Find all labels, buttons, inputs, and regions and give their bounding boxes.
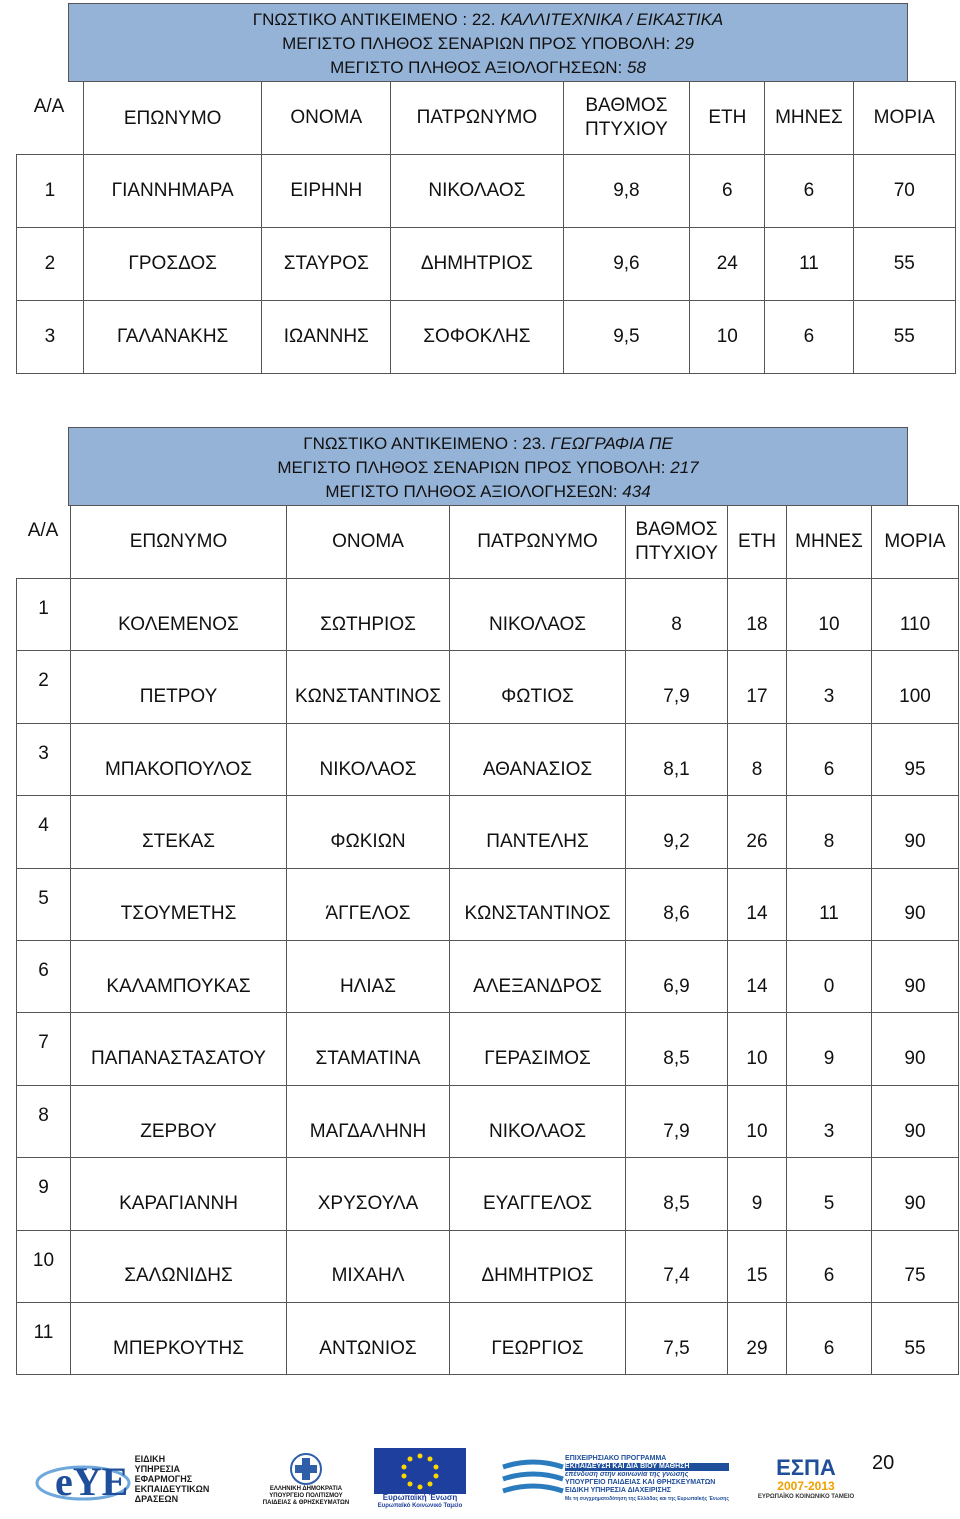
row-number: 9	[17, 1158, 71, 1230]
name-cell: ΣΩΤΗΡΙΟΣ	[287, 579, 450, 651]
column-header-degree-grade: ΒΑΘΜΟΣ ΠΤΥΧΙΟΥ	[626, 506, 728, 579]
column-header-years: ΕΤΗ	[728, 506, 787, 579]
section1-header	[68, 3, 908, 82]
name-cell: ΆΓΓΕΛΟΣ	[287, 868, 450, 940]
points-cell: 90	[872, 796, 959, 868]
months-cell: 8	[787, 796, 872, 868]
table-row	[17, 228, 956, 301]
row-number: 11	[17, 1302, 71, 1374]
table-row	[17, 868, 959, 940]
years-cell: 17	[728, 651, 787, 723]
points-cell: 90	[872, 940, 959, 1012]
months-cell: 0	[787, 940, 872, 1012]
section2-subject-prefix: ΓΝΩΣΤΙΚΟ ΑΝΤΙΚΕΙΜΕΝΟ : 23.	[303, 434, 551, 453]
column-header-points: ΜΟΡΙΑ	[872, 506, 959, 579]
eye-text-line: ΥΠΗΡΕΣΙΑ	[134, 1464, 181, 1474]
programme-logo	[486, 1446, 744, 1512]
section1-subject-prefix: ΓΝΩΣΤΙΚΟ ΑΝΤΙΚΕΙΜΕΝΟ : 22.	[252, 10, 501, 29]
eu-text-line: Ευρωπαϊκό Κοινωνικό Ταμείο	[377, 1503, 463, 1509]
name-cell: ΣΤΑΥΡΟΣ	[262, 228, 391, 301]
name-cell: ΙΩΑΝΝΗΣ	[262, 301, 391, 374]
grade-cell: 7,9	[626, 651, 728, 723]
fathername-cell: ΣΟΦΟΚΛΗΣ	[391, 301, 563, 374]
fathername-cell: ΑΛΕΞΑΝΔΡΟΣ	[450, 940, 626, 1012]
points-cell: 90	[872, 868, 959, 940]
section1-subject-name: ΚΑΛΛΙΤΕΧΝΙΚΑ / ΕΙΚΑΣΤΙΚΑ	[500, 10, 724, 29]
table-row	[17, 579, 959, 651]
section1-table	[16, 81, 956, 374]
row-number: 4	[17, 796, 71, 868]
section1-max-scenarios-value: 29	[674, 34, 694, 53]
years-cell: 10	[690, 301, 765, 374]
fathername-cell: ΔΗΜΗΤΡΙΟΣ	[391, 228, 563, 301]
programme-wave-icon	[501, 1455, 565, 1503]
programme-text-line: ΥΠΟΥΡΓΕΙΟ ΠΑΙΔΕΙΑΣ ΚΑΙ ΘΡΗΣΚΕΥΜΑΤΩΝ	[565, 1479, 716, 1486]
row-number: 6	[17, 940, 71, 1012]
grade-cell: 8,5	[626, 1013, 728, 1085]
programme-text-line: επένδυση στην κοινωνία της γνώσης	[565, 1471, 689, 1478]
espa-title: ΕΣΠΑ	[776, 1455, 836, 1480]
ministry-text-line: ΠΑΙΔΕΙΑΣ & ΘΡΗΣΚΕΥΜΑΤΩΝ	[262, 1499, 350, 1506]
surname-cell: ΚΑΡΑΓΙΑΝΝΗ	[71, 1158, 287, 1230]
ministry-text-line: ΥΠΟΥΡΓΕΙΟ ΠΟΛΙΤΙΣΜΟΥ	[269, 1492, 343, 1499]
section2-subject-name: ΓΕΩΓΡΑΦΙΑ ΠΕ	[550, 434, 673, 453]
years-cell: 9	[728, 1158, 787, 1230]
section2-header-aa-cell	[17, 506, 71, 579]
months-cell: 6	[787, 1230, 872, 1302]
table-row	[17, 1085, 959, 1157]
column-header-fathername: ΠΑΤΡΩΝΥΜΟ	[391, 82, 563, 155]
years-cell: 10	[728, 1013, 787, 1085]
table-row	[17, 1302, 959, 1374]
points-cell: 90	[872, 1085, 959, 1157]
years-cell: 18	[728, 579, 787, 651]
fathername-cell: ΝΙΚΟΛΑΟΣ	[450, 1085, 626, 1157]
grade-cell: 9,5	[563, 301, 690, 374]
table-row	[17, 155, 956, 228]
name-cell: ΧΡΥΣΟΥΛΑ	[287, 1158, 450, 1230]
section2-max-evaluations-label: ΜΕΓΙΣΤΟ ΠΛΗΘΟΣ ΑΞΙΟΛΟΓΗΣΕΩΝ:	[325, 482, 623, 501]
section2-table	[16, 505, 959, 1375]
fathername-cell: ΓΕΡΑΣΙΜΟΣ	[450, 1013, 626, 1085]
fathername-cell: ΕΥΑΓΓΕΛΟΣ	[450, 1158, 626, 1230]
points-cell: 95	[872, 723, 959, 795]
eye-text-line: ΕΚΠΑΙΔΕΥΤΙΚΩΝ	[134, 1484, 210, 1494]
surname-cell: ΣΤΕΚΑΣ	[71, 796, 287, 868]
points-cell: 55	[872, 1302, 959, 1374]
column-header-name: ΟΝΟΜΑ	[287, 506, 450, 579]
surname-cell: ΓΡΟΣΔΟΣ	[83, 228, 261, 301]
section1-header-aa-cell	[17, 82, 84, 155]
fathername-cell: ΔΗΜΗΤΡΙΟΣ	[450, 1230, 626, 1302]
programme-text-line: ΕΙΔΙΚΗ ΥΠΗΡΕΣΙΑ ΔΙΑΧΕΙΡΙΣΗΣ	[565, 1487, 671, 1494]
row-number: 5	[17, 868, 71, 940]
points-cell: 75	[872, 1230, 959, 1302]
section1-aa-header: Α/Α	[33, 96, 65, 117]
surname-cell: ΖΕΡΒΟΥ	[71, 1085, 287, 1157]
surname-cell: ΜΠΕΡΚΟΥΤΗΣ	[71, 1302, 287, 1374]
fathername-cell: ΚΩΝΣΤΑΝΤΙΝΟΣ	[450, 868, 626, 940]
name-cell: ΦΩΚΙΩΝ	[287, 796, 450, 868]
months-cell: 9	[787, 1013, 872, 1085]
grade-cell: 7,4	[626, 1230, 728, 1302]
page-number: 20	[872, 1452, 895, 1474]
months-cell: 6	[765, 155, 853, 228]
months-cell: 6	[765, 301, 853, 374]
row-number: 1	[17, 579, 71, 651]
name-cell: ΜΑΓΔΑΛΗΝΗ	[287, 1085, 450, 1157]
points-cell: 110	[872, 579, 959, 651]
fathername-cell: ΑΘΑΝΑΣΙΟΣ	[450, 723, 626, 795]
column-header-surname: ΕΠΩΝΥΜΟ	[83, 82, 261, 155]
grade-cell: 9,2	[626, 796, 728, 868]
eye-logo-icon	[35, 1449, 135, 1509]
table-row	[17, 1013, 959, 1085]
table-row	[17, 723, 959, 795]
eye-logo	[4, 1446, 240, 1512]
months-cell: 10	[787, 579, 872, 651]
fathername-cell: ΠΑΝΤΕΛΗΣ	[450, 796, 626, 868]
eye-logo-text	[135, 1454, 210, 1504]
months-cell: 3	[787, 1085, 872, 1157]
programme-text-line: ΕΠΙΧΕΙΡΗΣΙΑΚΟ ΠΡΟΓΡΑΜΜΑ	[565, 1455, 667, 1462]
years-cell: 14	[728, 940, 787, 1012]
points-cell: 90	[872, 1013, 959, 1085]
row-number: 2	[17, 651, 71, 723]
grade-cell: 9,8	[563, 155, 690, 228]
surname-cell: ΚΑΛΑΜΠΟΥΚΑΣ	[71, 940, 287, 1012]
section2-max-scenarios-value: 217	[670, 458, 699, 477]
surname-cell: ΜΠΑΚΟΠΟΥΛΟΣ	[71, 723, 287, 795]
fathername-cell: ΓΕΩΡΓΙΟΣ	[450, 1302, 626, 1374]
table-row	[17, 940, 959, 1012]
column-header-months: ΜΗΝΕΣ	[765, 82, 853, 155]
espa-logo	[750, 1446, 862, 1512]
months-cell: 11	[787, 868, 872, 940]
months-cell: 6	[787, 1302, 872, 1374]
espa-fund: ΕΥΡΩΠΑΪΚΟ ΚΟΙΝΩΝΙΚΟ ΤΑΜΕΙΟ	[757, 1494, 855, 1500]
points-cell: 55	[853, 228, 955, 301]
section2-aa-header: Α/Α	[27, 520, 59, 541]
programme-text-line: ΕΚΠΑΙΔΕΥΣΗ ΚΑΙ ΔΙΑ ΒΙΟΥ ΜΑΘΗΣΗ	[565, 1463, 729, 1471]
points-cell: 70	[853, 155, 955, 228]
column-header-months: ΜΗΝΕΣ	[787, 506, 872, 579]
column-header-name: ΟΝΟΜΑ	[262, 82, 391, 155]
column-header-points: ΜΟΡΙΑ	[853, 82, 955, 155]
surname-cell: ΣΑΛΩΝΙΔΗΣ	[71, 1230, 287, 1302]
grade-cell: 9,6	[563, 228, 690, 301]
section2-max-scenarios-label: ΜΕΓΙΣΤΟ ΠΛΗΘΟΣ ΣΕΝΑΡΙΩΝ ΠΡΟΣ ΥΠΟΒΟΛΗ:	[277, 458, 671, 477]
name-cell: ΕΙΡΗΝΗ	[262, 155, 391, 228]
row-number: 2	[17, 228, 84, 301]
grade-cell: 8,6	[626, 868, 728, 940]
fathername-cell: ΦΩΤΙΟΣ	[450, 651, 626, 723]
section2-header	[68, 427, 908, 506]
months-cell: 5	[787, 1158, 872, 1230]
espa-years: 2007-2013	[777, 1479, 835, 1493]
name-cell: ΗΛΙΑΣ	[287, 940, 450, 1012]
eye-text-line: ΕΙΔΙΚΗ	[134, 1454, 166, 1464]
fathername-cell: ΝΙΚΟΛΑΟΣ	[450, 579, 626, 651]
table-row	[17, 651, 959, 723]
surname-cell: ΠΕΤΡΟΥ	[71, 651, 287, 723]
months-cell: 6	[787, 723, 872, 795]
row-number: 3	[17, 301, 84, 374]
fathername-cell: ΝΙΚΟΛΑΟΣ	[391, 155, 563, 228]
ministry-logo	[248, 1446, 364, 1512]
grade-cell: 8,5	[626, 1158, 728, 1230]
eye-text-line: ΔΡΑΣΕΩΝ	[134, 1494, 179, 1504]
section2-header-row	[17, 506, 959, 579]
years-cell: 15	[728, 1230, 787, 1302]
greek-emblem-icon	[286, 1452, 326, 1486]
section1-header-row	[17, 82, 956, 155]
row-number: 7	[17, 1013, 71, 1085]
name-cell: ΑΝΤΩΝΙΟΣ	[287, 1302, 450, 1374]
eu-flag-icon	[374, 1448, 466, 1494]
grade-cell: 7,9	[626, 1085, 728, 1157]
grade-cell: 7,5	[626, 1302, 728, 1374]
years-cell: 10	[728, 1085, 787, 1157]
section1-max-evaluations-value: 58	[627, 58, 646, 77]
name-cell: ΜΙΧΑΗΛ	[287, 1230, 450, 1302]
column-header-surname: ΕΠΩΝΥΜΟ	[71, 506, 287, 579]
surname-cell: ΚΟΛΕΜΕΝΟΣ	[71, 579, 287, 651]
row-number: 3	[17, 723, 71, 795]
row-number: 10	[17, 1230, 71, 1302]
years-cell: 26	[728, 796, 787, 868]
eu-text-line: Ευρωπαϊκή Ένωση	[382, 1493, 458, 1502]
years-cell: 24	[690, 228, 765, 301]
surname-cell: ΓΑΛΑΝΑΚΗΣ	[83, 301, 261, 374]
column-header-degree-grade: ΒΑΘΜΟΣ ΠΤΥΧΙΟΥ	[563, 82, 690, 155]
months-cell: 3	[787, 651, 872, 723]
grade-cell: 6,9	[626, 940, 728, 1012]
surname-cell: ΠΑΠΑΝΑΣΤΑΣΑΤΟΥ	[71, 1013, 287, 1085]
programme-text-line: Με τη συγχρηματοδότηση της Ελλάδας και της Ευρωπαϊκής Ένωσης	[565, 1496, 729, 1502]
column-header-years: ΕΤΗ	[690, 82, 765, 155]
points-cell: 100	[872, 651, 959, 723]
points-cell: 55	[853, 301, 955, 374]
section1-max-scenarios-label: ΜΕΓΙΣΤΟ ΠΛΗΘΟΣ ΣΕΝΑΡΙΩΝ ΠΡΟΣ ΥΠΟΒΟΛΗ:	[282, 34, 675, 53]
ministry-text-line: ΕΛΛΗΝΙΚΗ ΔΗΜΟΚΡΑΤΙΑ	[269, 1485, 343, 1492]
table-row	[17, 796, 959, 868]
eu-logo	[370, 1446, 470, 1512]
row-number: 8	[17, 1085, 71, 1157]
eye-logo-mark: eYE	[54, 1459, 128, 1504]
surname-cell: ΤΣΟΥΜΕΤΗΣ	[71, 868, 287, 940]
section2-max-evaluations-value: 434	[622, 482, 651, 501]
eye-text-line: ΕΦΑΡΜΟΓΗΣ	[134, 1474, 193, 1484]
column-header-fathername: ΠΑΤΡΩΝΥΜΟ	[450, 506, 626, 579]
grade-cell: 8,1	[626, 723, 728, 795]
years-cell: 29	[728, 1302, 787, 1374]
name-cell: ΝΙΚΟΛΑΟΣ	[287, 723, 450, 795]
name-cell: ΚΩΝΣΤΑΝΤΙΝΟΣ	[287, 651, 450, 723]
years-cell: 14	[728, 868, 787, 940]
section1-max-evaluations-label: ΜΕΓΙΣΤΟ ΠΛΗΘΟΣ ΑΞΙΟΛΟΓΗΣΕΩΝ:	[330, 58, 627, 77]
row-number: 1	[17, 155, 84, 228]
grade-cell: 8	[626, 579, 728, 651]
years-cell: 8	[728, 723, 787, 795]
table-row	[17, 301, 956, 374]
table-row	[17, 1158, 959, 1230]
surname-cell: ΓΙΑΝΝΗΜΑΡΑ	[83, 155, 261, 228]
months-cell: 11	[765, 228, 853, 301]
name-cell: ΣΤΑΜΑΤΙΝΑ	[287, 1013, 450, 1085]
points-cell: 90	[872, 1158, 959, 1230]
years-cell: 6	[690, 155, 765, 228]
table-row	[17, 1230, 959, 1302]
